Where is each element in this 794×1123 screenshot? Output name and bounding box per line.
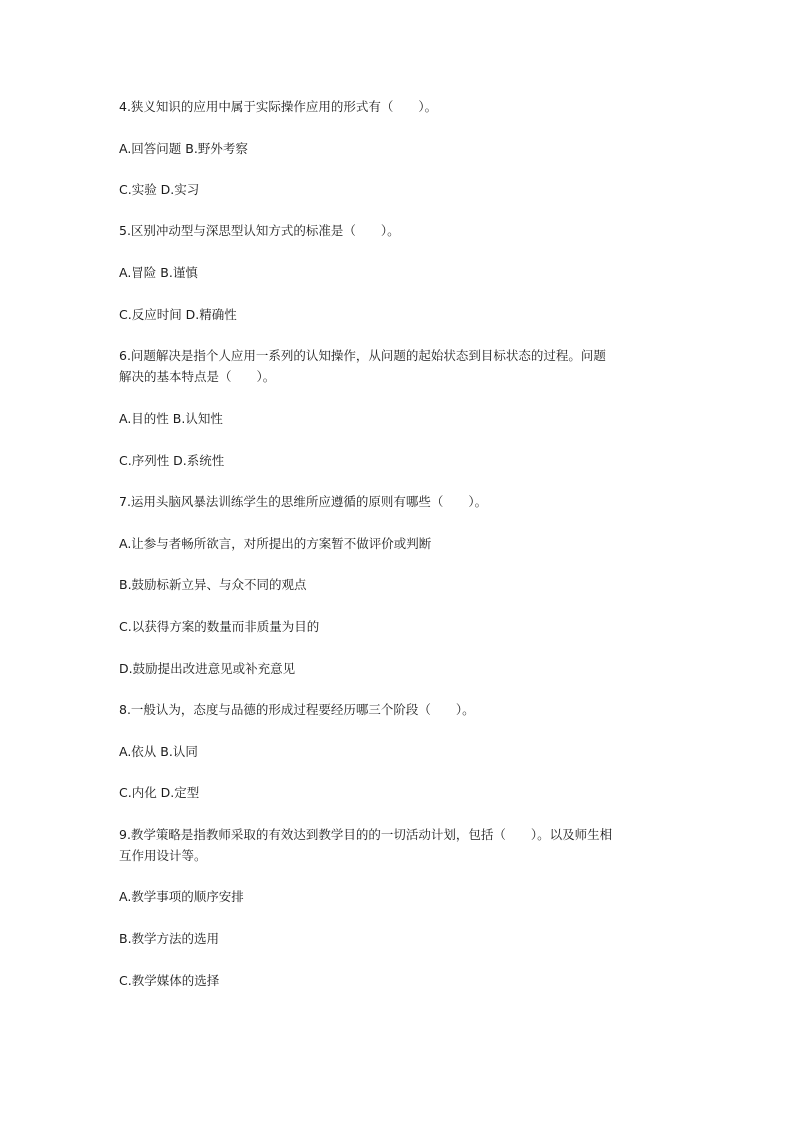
question-6-stem-line-2: 解决的基本特点是（ ）。: [119, 369, 276, 384]
question-8-options-ab: A.依从 B.认同: [119, 744, 198, 759]
question-7-option-d: D.鼓励提出改进意见或补充意见: [119, 661, 296, 676]
question-9-stem-line-1: 9.教学策略是指教师采取的有效达到教学目的的一切活动计划，包括（ ）。以及师生相: [119, 827, 613, 842]
question-9-stem-line-2: 互作用设计等。: [119, 848, 207, 863]
question-9-option-a: A.教学事项的顺序安排: [119, 889, 244, 904]
question-6-options-cd: C.序列性 D.系统性: [119, 453, 225, 468]
question-8-stem: 8.一般认为，态度与品德的形成过程要经历哪三个阶段（ ）。: [119, 702, 475, 717]
question-4-stem: 4.狭义知识的应用中属于实际操作应用的形式有（ ）。: [119, 99, 438, 114]
question-7-option-b: B.鼓励标新立异、与众不同的观点: [119, 577, 307, 592]
question-4-options-cd: C.实验 D.实习: [119, 182, 200, 197]
question-8-options-cd: C.内化 D.定型: [119, 785, 200, 800]
question-6-stem-line-1: 6.问题解决是指个人应用一系列的认知操作，从问题的起始状态到目标状态的过程。问题: [119, 348, 606, 363]
question-5-options-ab: A.冒险 B.谨慎: [119, 265, 198, 280]
question-6-options-ab: A.目的性 B.认知性: [119, 411, 223, 426]
question-5-options-cd: C.反应时间 D.精确性: [119, 307, 237, 322]
question-4-options-ab: A.回答问题 B.野外考察: [119, 141, 248, 156]
question-9-option-b: B.教学方法的选用: [119, 931, 220, 946]
question-9-option-c: C.教学媒体的选择: [119, 973, 220, 988]
question-7-option-a: A.让参与者畅所欲言，对所提出的方案暂不做评价或判断: [119, 536, 432, 551]
question-5-stem: 5.区别冲动型与深思型认知方式的标准是（ ）。: [119, 223, 400, 238]
question-7-option-c: C.以获得方案的数量而非质量为目的: [119, 619, 320, 634]
question-7-stem: 7.运用头脑风暴法训练学生的思维所应遵循的原则有哪些（ ）。: [119, 494, 488, 509]
